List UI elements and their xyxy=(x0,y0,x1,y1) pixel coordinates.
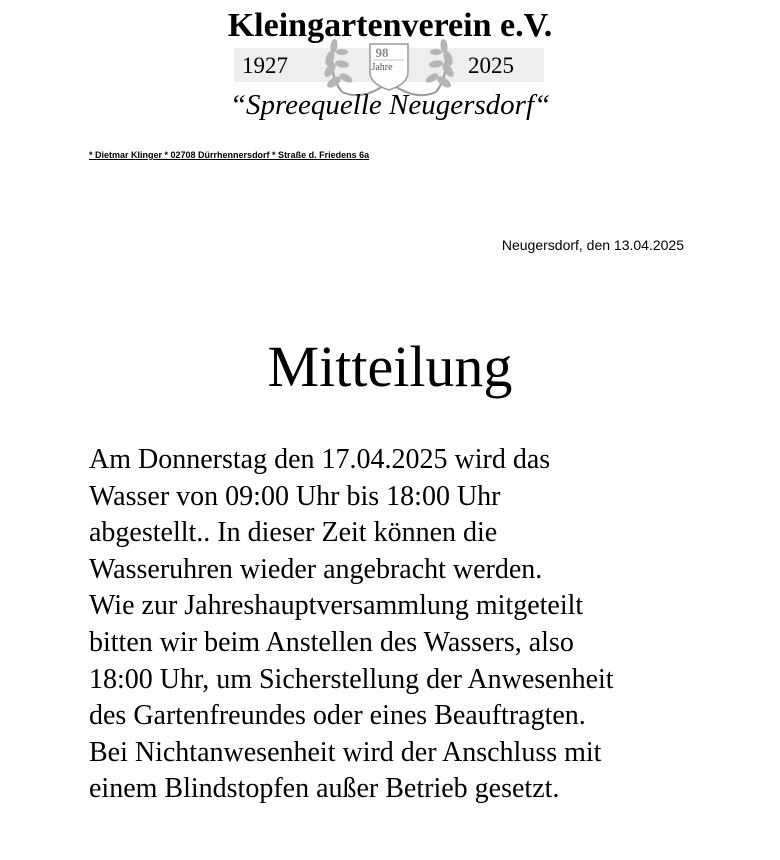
body-line: Bei Nichtanwesenheit wird der Anschluss mit xyxy=(89,736,602,768)
current-year: 2025 xyxy=(468,53,514,78)
body-line: 18:00 Uhr, um Sicherstellung der Anwesenheit xyxy=(89,663,614,695)
body-line: Wie zur Jahreshauptversammlung mitgeteilt xyxy=(89,590,584,622)
body-line: abgestellt.. In dieser Zeit können die xyxy=(89,517,498,549)
body-line: bitten wir beim Anstellen des Wassers, also xyxy=(89,626,574,658)
place-and-date: Neugersdorf, den 13.04.2025 xyxy=(501,237,684,253)
founding-year: 1927 xyxy=(242,53,288,78)
body-line: Am Donnerstag den 17.04.2025 wird das xyxy=(89,444,551,475)
anniversary-number: 98 xyxy=(375,45,389,60)
club-name: Kleingartenverein e.V. xyxy=(227,7,553,44)
body-line: einem Blindstopfen außer Betrieb gesetzt. xyxy=(89,773,560,805)
notice-body xyxy=(89,442,709,808)
club-subtitle: “Spreequelle Neugersdorf“ xyxy=(229,89,551,121)
body-line: des Gartenfreundes oder eines Beauftragten. xyxy=(89,700,586,732)
document-title: Mitteilung xyxy=(267,334,513,399)
body-line: Wasseruhren wieder angebracht werden. xyxy=(89,553,543,585)
letterhead xyxy=(0,0,780,130)
body-line: Wasser von 09:00 Uhr bis 18:00 Uhr xyxy=(89,480,501,512)
anniversary-word: Jahre xyxy=(371,62,393,73)
sender-address-line: * Dietmar Klinger * 02708 Dürrhennersdorf * Straße d. Friedens 6a xyxy=(89,150,370,160)
